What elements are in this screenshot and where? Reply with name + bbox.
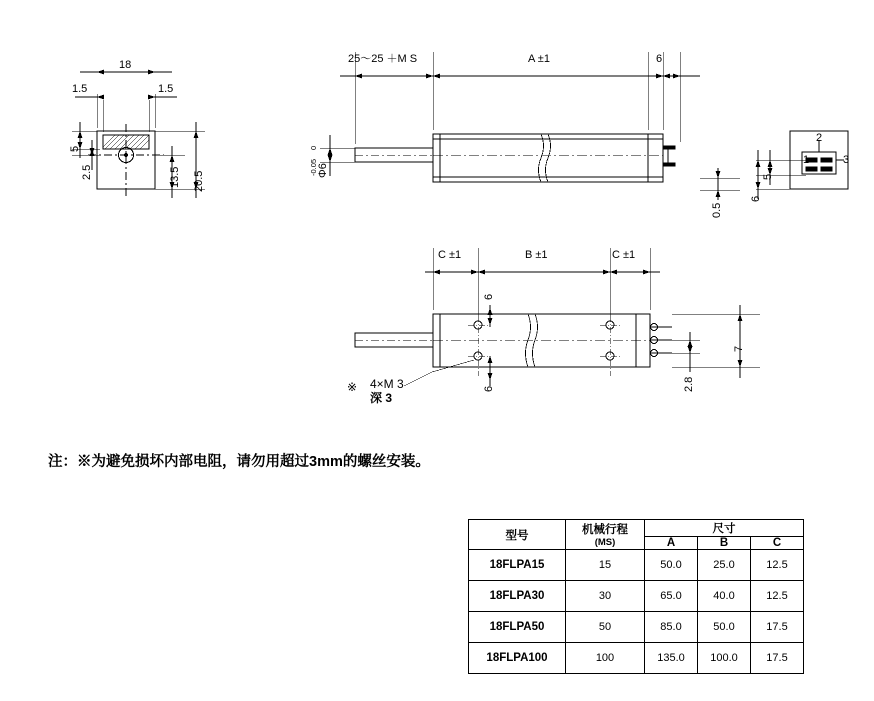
dim-label-height-20-5: 20.5 (193, 170, 205, 192)
callout-thread-spec: 4×M 3 (370, 377, 404, 391)
cell-c: 17.5 (751, 612, 804, 643)
header-stroke-unit: (MS) (594, 537, 616, 548)
cell-a: 65.0 (645, 581, 698, 612)
table-row (469, 581, 804, 612)
pin-label-1: 1 (803, 154, 810, 166)
header-dim-a: A (645, 537, 698, 550)
cell-a: 85.0 (645, 612, 698, 643)
dim-label-pitch-bottom-6: 6 (483, 385, 495, 392)
dim-label-stroke: 25〜25 ＋M S (348, 53, 418, 65)
cell-b: 40.0 (698, 581, 751, 612)
dim-label-height-5: 5 (69, 145, 81, 152)
dim-label-left-1-5: 1.5 (72, 83, 88, 95)
pin-dim-label-6: 6 (750, 195, 762, 202)
dim-label-0-5: 0.5 (711, 202, 723, 218)
table-row (469, 550, 804, 581)
dim-label-7: 7 (733, 345, 745, 352)
table-row (469, 643, 804, 674)
dim-label-c-right: C ±1 (612, 249, 636, 261)
header-dim-c: C (751, 537, 804, 550)
specification-table (468, 519, 804, 674)
dim-label-shaft-tol-upper: 0 (309, 145, 318, 150)
dim-label-a: A ±1 (528, 53, 550, 65)
header-stroke (566, 520, 645, 550)
dim-label-width-18: 18 (119, 59, 132, 71)
cell-b: 100.0 (698, 643, 751, 674)
cell-c: 12.5 (751, 581, 804, 612)
cell-model: 18FLPA30 (469, 581, 566, 612)
cell-model: 18FLPA15 (469, 550, 566, 581)
cell-b: 25.0 (698, 550, 751, 581)
dim-label-c-left: C ±1 (438, 249, 462, 261)
dim-label-tail-6: 6 (656, 53, 663, 65)
table-row (469, 612, 804, 643)
header-dim-b: B (698, 537, 751, 550)
callout-depth-spec: 深 3 (370, 391, 393, 405)
pin-label-2: 2 (816, 132, 823, 144)
cell-model: 18FLPA50 (469, 612, 566, 643)
cell-a: 135.0 (645, 643, 698, 674)
dim-label-height-2-5: 2.5 (81, 164, 93, 180)
cell-b: 50.0 (698, 612, 751, 643)
callout-mark-icon: ※ (347, 380, 358, 394)
installation-note: 注：※为避免损坏内部电阻，请勿用超过3mm的螺丝安装。 (48, 454, 430, 470)
dim-label-2-8: 2.8 (683, 376, 695, 392)
cell-c: 12.5 (751, 550, 804, 581)
table-header-row (469, 520, 804, 537)
cell-stroke: 30 (566, 581, 645, 612)
cell-stroke: 15 (566, 550, 645, 581)
dim-label-shaft-tol-lower: -0.05 (309, 158, 318, 176)
dim-label-height-13-5: 13.5 (169, 166, 181, 188)
dim-label-pitch-top-6: 6 (483, 293, 495, 300)
cell-a: 50.0 (645, 550, 698, 581)
pin-label-3: 3 (843, 154, 850, 166)
dim-label-shaft-dia: Φ6 (317, 163, 329, 178)
header-stroke-main: 机械行程 (582, 524, 628, 536)
cell-stroke: 100 (566, 643, 645, 674)
dim-label-b: B ±1 (525, 249, 548, 261)
header-dimensions: 尺寸 (645, 520, 804, 537)
cell-model: 18FLPA100 (469, 643, 566, 674)
pin-dim-label-5: 5 (762, 173, 774, 180)
cell-c: 17.5 (751, 643, 804, 674)
header-model: 型号 (469, 520, 566, 550)
cell-stroke: 50 (566, 612, 645, 643)
dim-label-right-1-5: 1.5 (158, 83, 174, 95)
